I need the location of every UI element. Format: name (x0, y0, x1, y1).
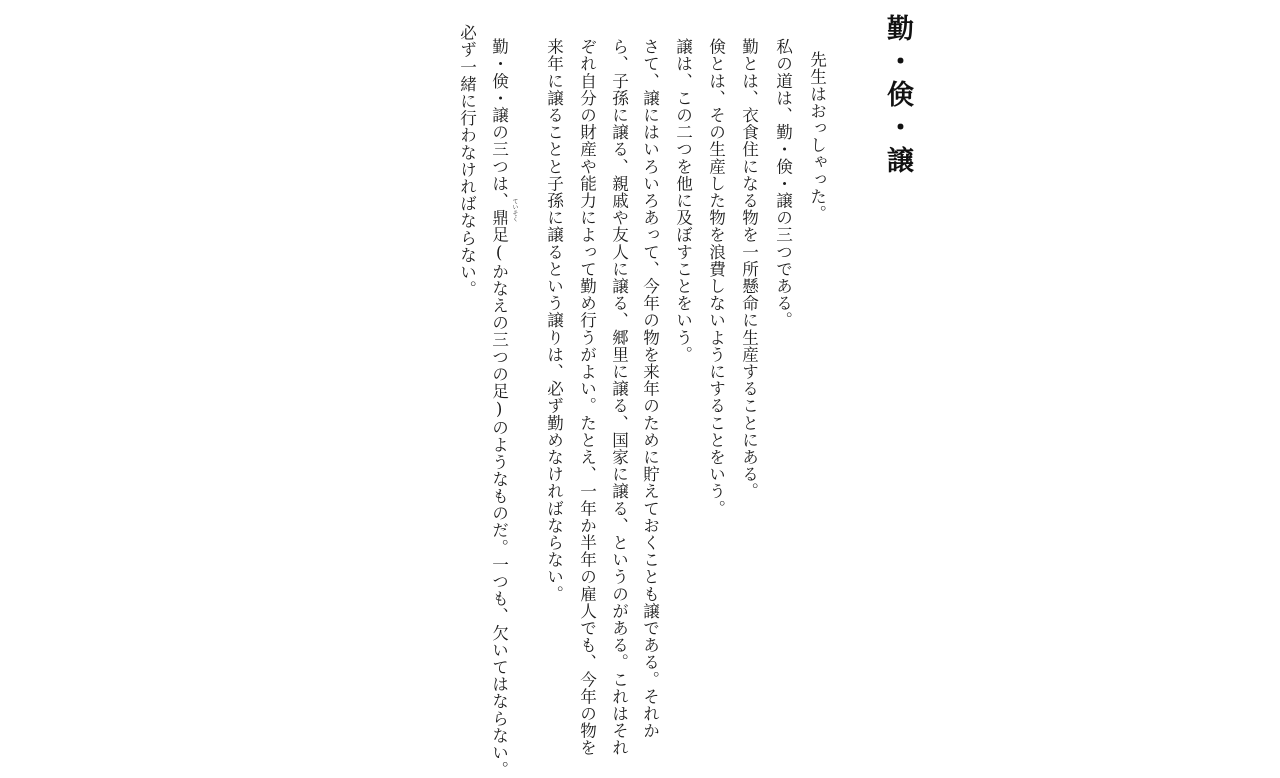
furigana-teisoku: ていそく (511, 198, 518, 222)
text-column-1: 先生はおっしゃった。 (807, 51, 827, 222)
text-column-2: 私の道は、勤・倹・譲の三つである。 (773, 38, 793, 329)
text-column-11: 必ず一緒に行わなければならない。 (457, 24, 477, 298)
text-column-3: 勤とは、衣食住になる物を一所懸命に生産することにある。 (739, 38, 759, 500)
text-column-4: 倹とは、その生産した物を浪費しないようにすることをいう。 (706, 38, 726, 517)
text-column-9: 来年に譲ることと子孫に譲るという譲りは、必ず勤めなければならない。 (544, 38, 564, 603)
text-column-7: ら、子孫に譲る、親戚や友人に譲る、郷里に譲る、国家に譲る、というのがある。これはそれ (609, 38, 629, 757)
text-column-6: さて、譲にはいろいろあって、今年の物を来年のために貯えておくことも譲である。それか (640, 38, 660, 740)
text-column-8: ぞれ自分の財産や能力によって勤め行うがよい。たとえ、一年か半年の雇人でも、今年の物を (577, 38, 597, 757)
text-column-10: 勤・倹・譲の三つは、鼎足(かなえの三つの足)のようなものだ。一つも、欠いてはならない。 (489, 38, 509, 778)
page-title: 勤・倹・譲 (882, 14, 913, 179)
text-column-5: 譲は、この二つを他に及ぼすことをいう。 (673, 38, 693, 363)
